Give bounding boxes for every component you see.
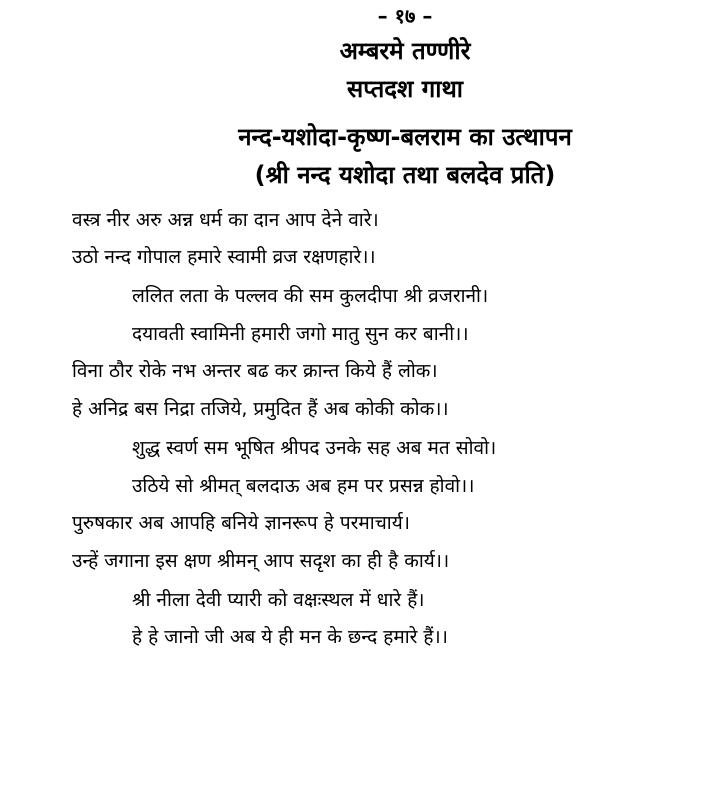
section-title: सप्तदश गाथा [347, 75, 463, 103]
verse-line: शुद्ध स्वर्ण सम भूषित श्रीपद उनके सह अब मत सोवो। [132, 437, 497, 459]
verse-line: दयावती स्वामिनी हमारी जगो मातु सुन कर बानी।। [132, 323, 469, 345]
verse-line: हे अनिद्र बस निद्रा तजिये, प्रमुदित हैं अब कोकी कोक।। [72, 398, 449, 420]
section-subtitle-addressees: (श्री नन्द यशोदा तथा बलदेव प्रति) [254, 161, 556, 189]
page-number: – १७ – [377, 4, 433, 28]
verse-line: विना ठौर रोके नभ अन्तर बढ कर क्रान्त किये हैं लोक। [72, 360, 438, 382]
verse-line: ललित लता के पल्लव की सम कुलदीपा श्री व्रजरानी। [132, 285, 489, 307]
verse-line: श्री नीला देवी प्यारी को वक्षःस्थल में धारे हैं। [132, 589, 425, 611]
verse-line: पुरुषकार अब आपहि बनिये ज्ञानरूप हे परमाचार्य। [72, 512, 410, 534]
verse-line: उठिये सो श्रीमत् बलदाऊ अब हम पर प्रसन्न होवो।। [132, 475, 475, 497]
section-subtitle: नन्द-यशोदा-कृष्ण-बलराम का उत्थापन [238, 123, 572, 151]
verse-line: वस्त्र नीर अरु अन्न धर्म का दान आप देने वारे। [72, 209, 379, 231]
verse-line: हे हे जानो जी अब ये ही मन के छन्द हमारे हैं।। [132, 626, 448, 648]
verse-line: उठो नन्द गोपाल हमारे स्वामी व्रज रक्षणहारे।। [72, 246, 376, 268]
page-title: अम्बरमे तण्णीरे [339, 37, 471, 65]
verse-line: उन्हें जगाना इस क्षण श्रीमन् आप सदृश का ही है कार्य।। [72, 550, 450, 572]
